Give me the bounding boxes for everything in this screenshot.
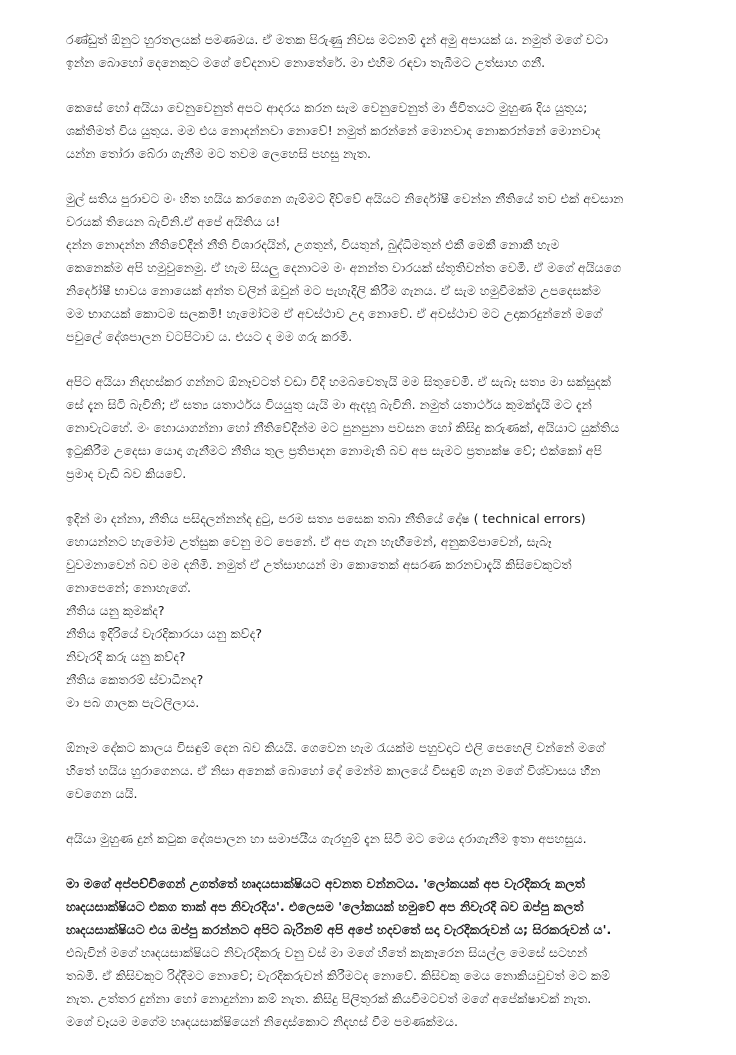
paragraph-2 — [66, 96, 700, 165]
text-line: මගේ වෑයම මගේම හෘදයසාක්ෂියෙන් නිදොස්කොට නිදහස් වීම පමණක්මය. — [66, 1014, 458, 1029]
bold-text-line: මා මගේ අප්පච්චිගෙන් උගත්තේ හෘදයසාක්ෂියට අවනත වන්නටය. 'ලෝකයක් අප වැරදිකරු කලත් — [66, 876, 586, 891]
text-line: ඕනෑම දේකට කාලය විසඳුම් දෙන බව කියයි. ගෙවෙන හැම රැයක්ම පහුවදාට එලි පෙහෙලි වන්නේ මගේ — [66, 740, 605, 755]
text-line: අයියා මුහුණ දුන් කටුක දේශපාලන හා සමාජයීය ගැරහුම් දැන සිටි මට මෙය දරාගැනීම ඉතා අපහසුය. — [66, 831, 587, 846]
text-line: ඉටුකිරීම උදෙසා යොදා ගැනීමට නීතිය තුල ප්‍රතිපාදන නොමැති බව අප සැමට ප්‍රත්‍යක්ෂ වේ; එක්කෝ අපි — [66, 443, 603, 458]
text-line: නිර්දෝෂී භාවය නොයෙක් අන්ත වලින් ඔවුන් මට පැහැදිලි කිරීම ගැනය. ඒ සැම හමුවීමක්ම උපදෙසක්ම — [66, 283, 601, 298]
text-line: නොවැටහේ. මං හොයාගන්නා හෝ නීතිවේදීන්ම මට පුනපුනා පවසන හෝ කිසිදු කරුණක්, අයියාට යුක්තිය — [66, 420, 620, 435]
text-line: කෙනෙක්ම අපි හමුවුනෙමු. ඒ හැම සියලු දෙනාටම මං අනන්ත වාරයක් ස්තූතිවන්ත වෙමි. ඒ මගේ අයියගෙ — [66, 260, 622, 275]
text-line: වරයක් තියෙන බැවිනි.ඒ අපේ අයිතිය ය! — [66, 214, 281, 229]
text-line: නොපෙනේ; නොහැගේ. — [66, 580, 192, 595]
text-line: සේ දැන සිටි බැවිනි; ඒ සත්‍ය යතාර්ථය වියයුතු යැයි මා ඇදහූ බැවිනි. නමුත් යතාර්ථය කුමක්දැයි මට දැන් — [66, 397, 592, 412]
text-line: හොයන්නට හැමෝම උත්සුක වෙනු මට පෙනේ. ඒ අප ගැන හැඟීමෙන්, අනුකම්පාවෙන්, සැබෑ — [66, 534, 552, 549]
paragraph-7 — [66, 827, 700, 850]
text-line: එබැවින් මගේ හෘදයසාක්ෂියට නිවැරදිකරු වනු වස් මා මගේ හිතේ කැකෑරෙන සියල්ල මෙසේ සටහන් — [66, 945, 588, 960]
text-line: මුල් සතිය පුරාවට මං හිත හයිය කරගෙන ගැම්මට දිව්වේ අයියට නිර්දෝෂී වෙන්න නීතියේ තව එක් අවසාන — [66, 191, 624, 206]
text-line: තබමි. ඒ කිසිවකුට රිද්දීමට නොවේ; වැරදිකරුවන් කිරීමටද නොවේ. කිසිවකු මෙය නොකියවුවත් මට කම් — [66, 968, 611, 983]
text-line: හිතේ හයිය හුරාගෙනය. ඒ නිසා අනෙක් බොහෝ දේ මෙන්ම කාලයේ විසඳුම් ගැන මගේ විශ්වාසය හීන — [66, 763, 601, 778]
paragraph-3 — [66, 187, 700, 348]
text-line: යන්න තෝරා බේරා ගැනීම මට තවම ලෙහෙසි පහසු නැත. — [66, 146, 371, 161]
paragraph-1 — [66, 28, 700, 74]
text-line: රණ්ඩුත් ඕනුට හුරතලයක් පමණමය. ඒ මතක පිරුණු නිවස මටනම් දැන් අමු අපායක් ය. නමුත් මගේ වටා — [66, 32, 609, 47]
text-line: මා පබ ගාලක පැටලිලාය. — [66, 695, 200, 710]
paragraph-4 — [66, 370, 700, 485]
text-line: මම භාගයක් කොටම සලකමි! හැමෝටම ඒ අවස්ථාව උදා නොවේ. ඒ අවස්ථාව මට උදාකරදුන්නේ මගේ — [66, 306, 603, 321]
text-line: ප්‍රමාද වැඩි බව කියවේ. — [66, 466, 187, 481]
question-line: නීතිය කෙතරම් ස්වාධීනද? — [66, 672, 204, 687]
paragraph-6 — [66, 736, 700, 805]
bold-text-line: හෘදයසාක්ෂියට එය ඔප්පු කරන්නට අපිට බැරිනම් අපි අපේ හදවතේ සදා වැරදිකරුවන් ය; සිරකරුවන් ය'. — [66, 922, 612, 937]
question-line: නිවැරදි කරු යනු කව්ද? — [66, 649, 186, 664]
document-page — [66, 28, 700, 1055]
text-line: කෙසේ හෝ අයියා වෙනුවෙනුත් අපට ආදරය කරන සැම වෙනුවෙනුත් මා ජීවිතයට මුහුණ දිය යුතුය; — [66, 100, 588, 115]
text-line: නැත. උත්තර දුන්නා හෝ නොදුන්නා කම් නැත. කිසිදු පිලිතුරක් කියවීමටවත් මගේ අපේක්ෂාවක් නැත. — [66, 991, 592, 1006]
text-line: පවුලේ දේශපාලන වටපිටාව ය. එයට ද මම ගරු කරමි. — [66, 329, 353, 344]
text-line: දන්න නොදන්න නීතිවේදීන් නීති විශාරදයින්, උගතුන්, වියතුන්, බුද්ධිමතුන් එකී මෙකී නොකී හැම — [66, 237, 560, 252]
question-line: නීතිය ඉදිරියේ වැරදිකාරයා යනු කව්ද? — [66, 626, 263, 641]
question-line: නීතිය යනු කුමක්ද? — [66, 603, 165, 618]
text-line: ශක්තිමත් විය යුතුය. මම එය නොදන්නවා නොවේ! නමුත් කරන්නේ මොනවාද නොකරන්නේ මොනවාද — [66, 123, 601, 138]
text-line: අපිට අයියා නිදහස්කර ගන්නට ඕනෑවටත් වඩා විදි හමබවෙතැයි මම සිතුවෙමි. ඒ සැබෑ සත්‍ය මා සක්සුදක් — [66, 374, 611, 389]
text-line: ඉදින් මා දන්නා, නීතිය පසිදලන්නන්ද දුටු, පරම සත්‍ය පසෙක තබා නීතියේ දෝෂ ( technical errors) — [66, 511, 586, 526]
text-line: වුවමනාවෙන් බව මම දනිමි. නමුත් ඒ උත්සාහයන් මා කොතෙක් අසරණ කරනවාදැයි කිසිවෙකුටත් — [66, 557, 572, 572]
paragraph-8 — [66, 872, 700, 1033]
text-line: ඉන්න බොහෝ දෙනෙකුට මගේ වේදනාව නොතේරේ. මා එහිම රඳවා තැබීමට උත්සාහ ගනී. — [66, 55, 546, 70]
paragraph-5 — [66, 507, 700, 714]
text-line: වෙගෙන යයි. — [66, 786, 138, 801]
bold-text-line: හෘදයසාක්ෂියට එකග තාක් අප නිවැරදිය'. එලෙසම 'ලෝකයක් හමුවේ අප නිවැරදි බව ඔප්පු කලත් — [66, 899, 584, 914]
